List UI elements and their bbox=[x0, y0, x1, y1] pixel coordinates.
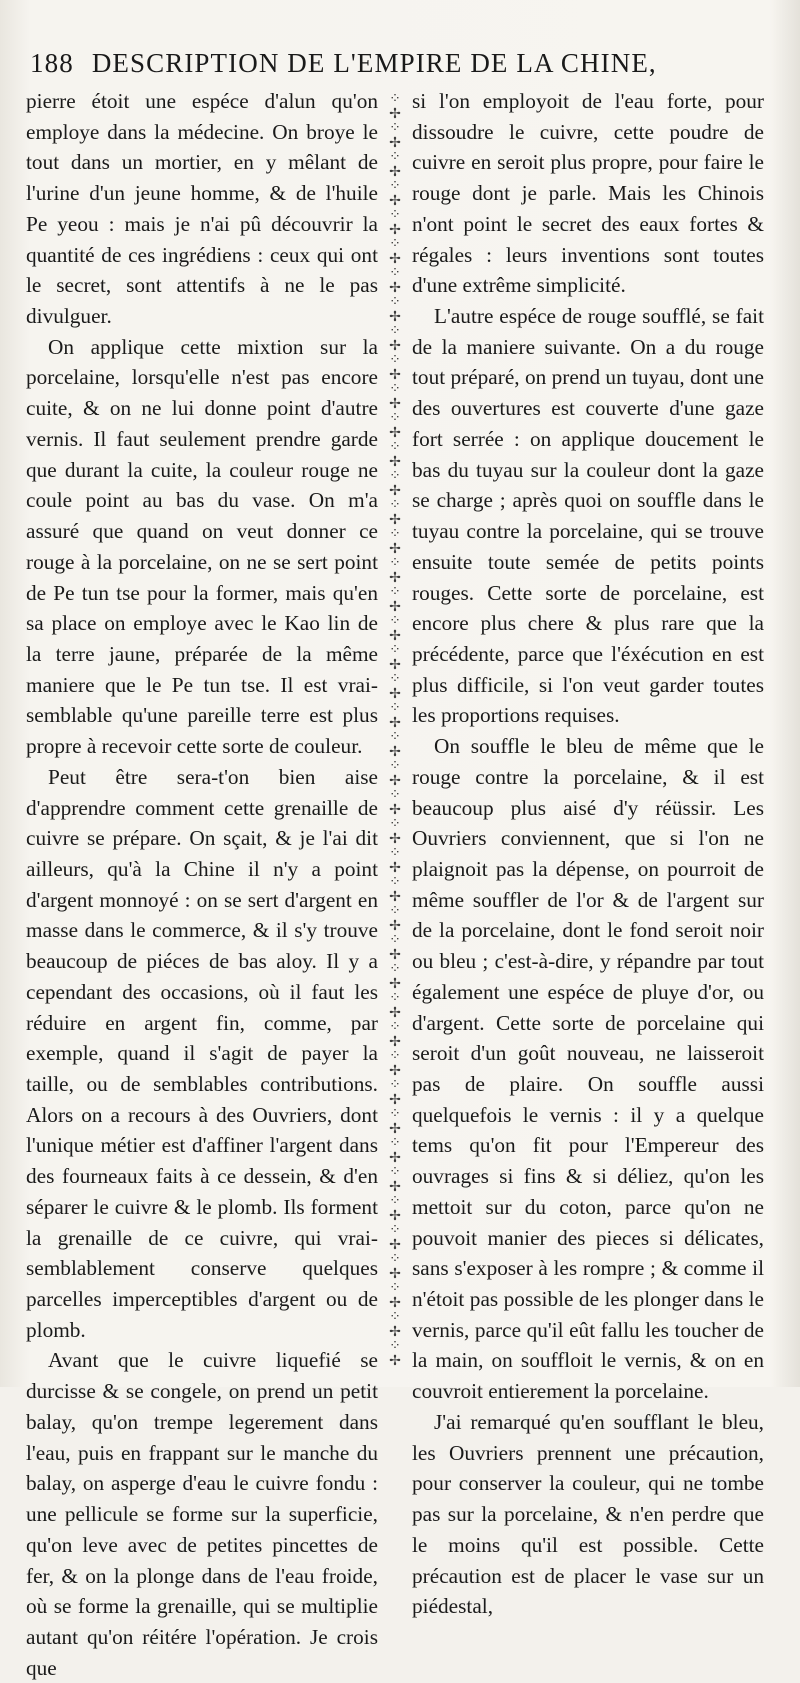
paragraph: pierre étoit une espéce d'alun qu'on employe dans la médecine. On broye le tout dans un mortier, en y mêlant de l'urine d'un jeune homme, & de l'huile Pe yeou : mais je n'ai pû découvrir la quantité de ces ingrédiens : ceux qui ont le secret, sont attentifs à ne le pas divulguer. bbox=[26, 89, 378, 329]
left-text-column bbox=[26, 86, 378, 1683]
running-header bbox=[30, 48, 770, 88]
paragraph: Avant que le cuivre liquefié se durcisse & se congele, on prend un petit balay, qu'on trempe legerement dans l'eau, puis en frappant sur le manche du balay, on asperge d'eau le cuivre fondu : une pellicule se forme sur la superficie, qu'on leve avec de petites pincettes de fer, & on la plonge dans de l'eau froide, où se forme la grenaille, qui se multiplie autant qu'on réitére l'opération. Je crois que bbox=[26, 1348, 378, 1680]
paragraph: On souffle le bleu de même que le rouge contre la porcelaine, & il est beaucoup plus aisé d'y réüssir. Les Ouvriers conviennent, que si l'on ne plaignoit pas la dépense, on pourroit de même souffler de l'or & de l'argent sur de la porcelaine, dont le fond seroit noir ou bleu ; c'est-à-dire, y répandre par tout également une espéce de pluye d'or, ou d'argent. Cette sorte de porcelaine qui seroit d'un goût nouveau, ne laisseroit pas de plaire. On souffle aussi quelquefois le vernis : il y a quelque tems qu'on fit pour l'Empereur des ouvrages si fins & si déliez, qu'on les mettoit sur du coton, parce qu'on ne pouvoit manier des pieces si délicates, sans s'exposer à les rompre ; & comme il n'étoit pas possible de les plonger dans le vernis, parce qu'il eût fallu les toucher de la main, on souffloit le vernis, & on en couvroit entierement la porcelaine. bbox=[412, 734, 764, 1404]
paragraph: L'autre espéce de rouge soufflé, se fait de la maniere suivante. On a du rouge tout préparé, on prend un tuyau, dont une des ouvertures est couverte d'une gaze fort serrée : on applique doucement le bas du tuyau sur la couleur dont la gaze se charge ; après quoi on souffle dans le tuyau contre la porcelaine, qui se trouve ensuite toute semée de petits points rouges. Cette sorte de porcelaine, est encore plus chere & plus rare que la précédente, parce que l'éxécution en est plus difficile, si l'on veut garder toutes les proportions requises. bbox=[412, 304, 764, 728]
running-title: DESCRIPTION DE L'EMPIRE DE LA CHINE, bbox=[91, 48, 657, 78]
paragraph: J'ai remarqué qu'en soufflant le bleu, les Ouvriers prennent une précaution, pour conserver la couleur, qui ne tombe pas sur la porcelaine, & n'en perdre que le moins qu'il est possible. Cette précaution est de placer le vase sur un piédestal, bbox=[412, 1409, 764, 1619]
page-number: 188 bbox=[30, 48, 74, 78]
right-text-column bbox=[412, 86, 764, 1622]
paragraph: On applique cette mixtion sur la porcelaine, lorsqu'elle n'est pas encore cuite, & on ne lui donne point d'autre vernis. Il faut seulement prendre garde que durant la cuite, la couleur rouge ne coule point au bas du vase. On m'a assuré que quand on veut donner ce rouge à la porcelaine, on ne se sert point de Pe tun tse pour la former, mais qu'en sa place on employe avec le Kao lin de la terre jaune, préparée de la même maniere que le Pe tun tse. Il est vrai-semblable qu'une pareille terre est plus propre à recevoir cette sorte de couleur. bbox=[26, 334, 378, 759]
column-divider-ornament: ⁘ ✢ ⁘ ✢ ⁘ ✢ ⁘ ✢ ⁘ ✢ ⁘ ✢ ⁘ ✢ ⁘ ✢ ⁘ ✢ ⁘ ✢ ⁘ ✢ ⁘ ✢ ⁘ ✢ ⁘ ✢ ⁘ ✢ ⁘ ✢ ⁘ ✢ ⁘ ✢ ⁘ ✢ ⁘ ✢ ⁘ ✢ ⁘ ✢ ⁘ ✢ ⁘ ✢ ⁘ ✢ ⁘ ✢ ⁘ ✢ ⁘ ✢ ⁘ ✢ ⁘ ✢ ⁘ ✢ ⁘ ✢ ⁘ ✢ ⁘ ✢ ⁘ ✢ ⁘ ✢ ⁘ ✢ ⁘ ✢ ⁘ ✢ ⁘ ✢ ⁘ ✢ ⁘ ✢ ⁘ ✢ ⁘ ✢ bbox=[389, 91, 401, 1369]
paragraph: si l'on employoit de l'eau forte, pour dissoudre le cuivre, cette poudre de cuivre en seroit plus propre, pour faire le rouge dont je parle. Mais les Chinois n'ont point le secret des eaux fortes & régales : leurs inventions sont toutes d'une extrême simplicité. bbox=[412, 89, 764, 298]
paragraph: Peut être sera-t'on bien aise d'apprendre comment cette grenaille de cuivre se prépare. On sçait, & je l'ai dit ailleurs, qu'à la Chine il n'y a point d'argent monnoyé : on se sert d'argent en masse dans le commerce, & il s'y trouve beaucoup de piéces de bas aloy. Il y a cependant des occasions, où il faut les réduire en argent fin, comme, par exemple, quand il s'agit de payer la taille, ou de semblables contributions. Alors on a recours à des Ouvriers, dont l'unique métier est d'affiner l'argent dans des fourneaux faits à ce dessein, & d'en séparer le cuivre & le plomb. Ils forment la grenaille de ce cuivre, qui vrai-semblablement conserve quelques parcelles imperceptibles d'argent ou de plomb. bbox=[26, 764, 378, 1342]
